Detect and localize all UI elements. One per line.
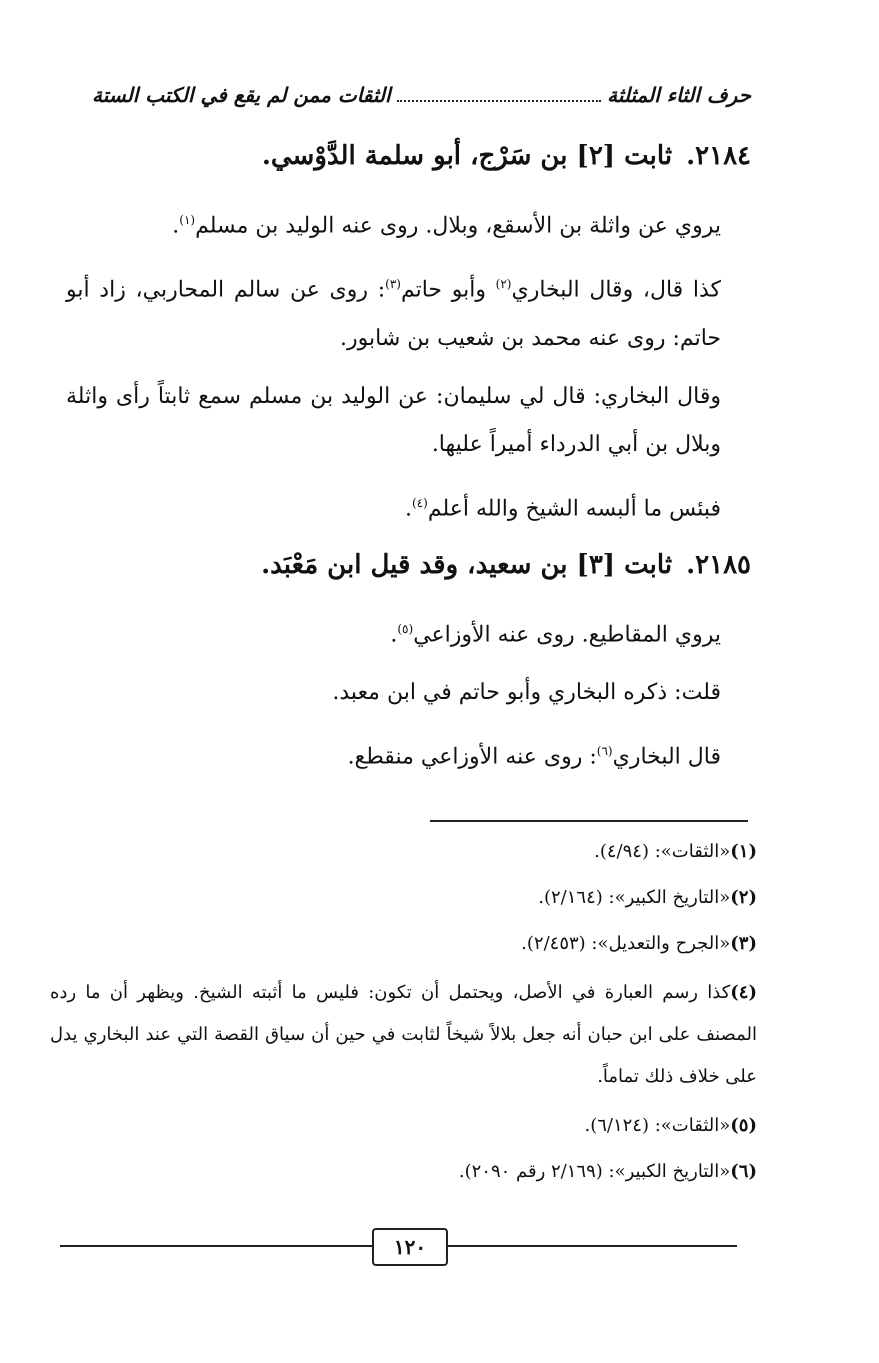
footnote [50,926,757,962]
footnote-text: «الثقات»: (٤/٩٤). [594,841,731,862]
footnote-mark: (٥) [730,1115,757,1136]
header-book-title: الثقات ممن لم يقع في الكتب الستة [92,83,391,107]
footnote-separator [430,820,748,822]
paragraph-text: قال البخاري [612,744,721,770]
entry-heading [66,134,751,178]
footnote-reference: (٦) [596,744,613,759]
footnote-mark: (٣) [730,933,757,954]
header-dot-leader [397,88,602,102]
paragraph [66,605,751,659]
footnote-reference: (٥) [397,621,414,636]
page-number: ١٢٠ [372,1228,448,1266]
paragraph-text: . [390,622,398,648]
paragraph-text: وقال البخاري: قال لي سليمان: عن الوليد بن مسلم سمع ثابتاً رأى واثلة وبلال بن أبي الدرداء أميراً عليها. [66,383,721,457]
footnote-mark: (٦) [730,1161,757,1182]
footnote-text: «التاريخ الكبير»: (٢/١٦٤). [538,887,731,908]
footnote [50,1154,757,1190]
footnote-reference: (٢) [495,277,512,292]
paragraph-text: . [172,213,180,239]
entry-number: ٢١٨٥. [686,549,751,580]
footnote-reference: (٣) [385,277,401,292]
footnote-mark: (١) [730,841,757,862]
footnote-text: «التاريخ الكبير»: (٢/١٦٩ رقم ٢٠٩٠). [458,1161,731,1182]
footnote [50,834,757,870]
footnote-text: «الجرح والتعديل»: (٢/٤٥٣). [521,933,731,954]
paragraph-text: : روى عنه الأوزاعي منقطع. [347,744,597,770]
entry-number: ٢١٨٤. [686,141,751,171]
entry-heading [66,543,751,587]
running-header [92,78,751,112]
header-chapter-title: حرف الثاء المثلثة [607,83,751,107]
footnote-text: كذا رسم العبارة في الأصل، ويحتمل أن تكون: فليس ما أثبته الشيخ. ويظهر أن ما رده المصنف على ابن حبان أنه جعل بلالاً شيخاً لثابت في حين أن سياق القصة التي عند البخاري يدل على خلاف ذلك تماماً. [50,982,757,1087]
footnote-mark: (٢) [730,887,757,908]
paragraph [66,479,751,533]
entry-title: ثابت [٢] بن سَرْج، أبو سلمة الدَّوْسي. [261,141,673,171]
footnote-text: «الثقات»: (٦/١٢٤). [584,1115,731,1136]
paragraph [66,196,751,250]
footnotes [50,834,757,1200]
footnote [50,1108,757,1144]
footnote [50,880,757,916]
paragraph-text: : روى عن سالم المحاربي، زاد أبو حاتم: روى عنه محمد بن شعيب بن شابور. [66,277,721,351]
paragraph-text: قلت: ذكره البخاري وأبو حاتم في ابن معبد. [332,680,721,706]
footnote-reference: (٤) [412,495,428,510]
paragraph-text: يروي عن واثلة بن الأسقع، وبلال. روى عنه الوليد بن مسلم [195,213,721,239]
paragraph-text: يروي المقاطيع. روى عنه الأوزاعي [413,622,721,648]
paragraph-text: كذا قال، وقال البخاري [511,277,722,303]
paragraph-text: فبئس ما ألبسه الشيخ والله أعلم [427,495,721,521]
paragraph-text: وأبو حاتم [400,277,496,303]
paragraph [66,727,751,781]
paragraph-text: . [405,495,413,521]
main-text [66,128,751,792]
footnote-reference: (١) [179,213,196,227]
entry-title: ثابت [٣] بن سعيد، وقد قيل ابن مَعْبَد. [261,549,673,580]
paragraph [66,669,751,717]
footnote [50,972,757,1098]
footnote-mark: (٤) [730,982,757,1003]
paragraph [66,260,751,362]
paragraph [66,373,751,469]
